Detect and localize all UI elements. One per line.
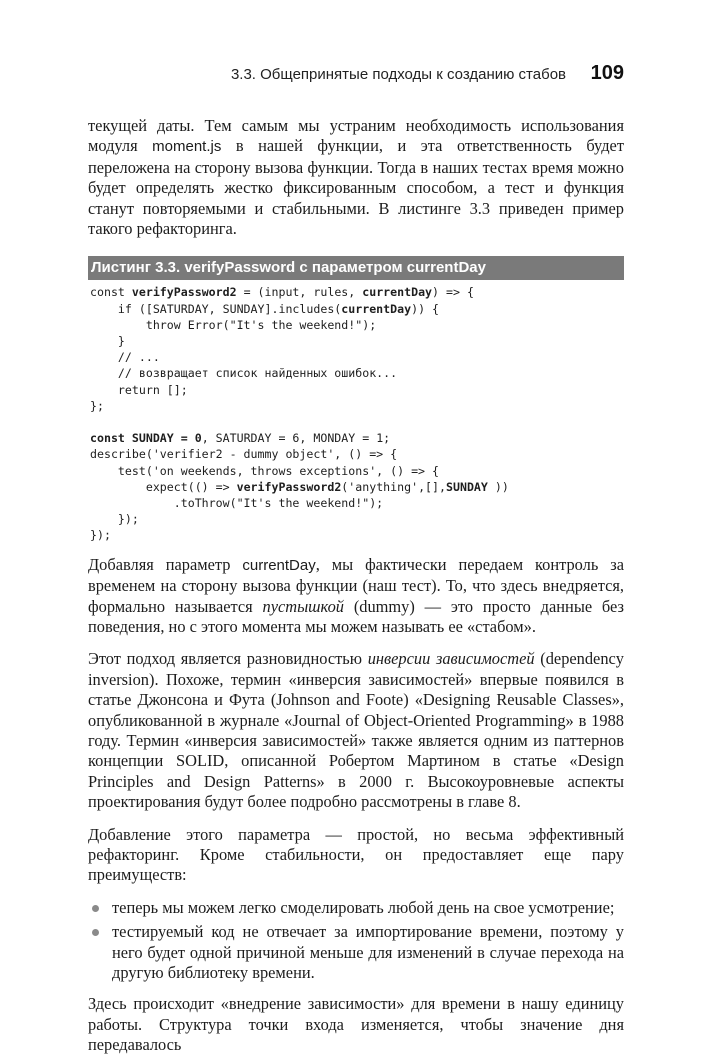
code-line: // ...: [90, 350, 160, 365]
paragraph-text: , мы фактически передаем контроль за временем на сторону вызова функции (наш тест). То, что здесь внедряется, формально называется: [88, 554, 624, 616]
code-line: });: [90, 528, 111, 543]
code-line: });: [90, 512, 139, 527]
code-token: if ([SATURDAY, SUNDAY].includes(: [90, 301, 342, 316]
bullet-icon: [92, 929, 99, 936]
code-token: )) {: [411, 301, 440, 316]
code-token-bold: const SUNDAY = 0: [90, 431, 202, 446]
paragraph-text: Добавляя параметр: [88, 554, 243, 574]
paragraph-3: [88, 649, 624, 812]
paragraph-5: Здесь происходит «внедрение зависимости» для времени в нашу единицу работы. Структура точки входа изменяется, чтобы значение дня передавалось: [88, 994, 624, 1055]
code-listing: [88, 256, 624, 543]
paragraph-4: Добавление этого параметра — простой, но весьма эффективный рефакторинг. Кроме стабильности, он предоставляет еще пару преимуществ:: [88, 824, 624, 885]
page-number: 109: [590, 62, 624, 84]
code-line: .toThrow("It's the weekend!");: [90, 496, 384, 511]
section-title: 3.3. Общепринятые подходы к созданию стабов: [230, 66, 566, 83]
emphasis-text: инверсии зависимостей: [367, 649, 535, 669]
list-item: [88, 898, 624, 918]
code-token-bold: currentDay: [362, 285, 433, 300]
list-item-text: теперь мы можем легко смоделировать любой день на свое усмотрение;: [112, 897, 615, 917]
code-token: , SATURDAY = 6, MONDAY = 1;: [201, 431, 391, 446]
code-token: )): [487, 479, 509, 494]
code-token-bold: verifyPassword2: [131, 285, 237, 300]
paragraph-1: [88, 116, 624, 239]
code-token-bold: currentDay: [341, 301, 412, 316]
code-line: test('on weekends, throws exceptions', () => {: [90, 463, 440, 478]
code-token: ) => {: [432, 285, 474, 300]
code-line: };: [90, 398, 104, 413]
code-token: const: [90, 285, 132, 300]
main-text: [88, 116, 624, 1056]
code-token-bold: SUNDAY: [446, 479, 488, 494]
paragraph-text: (dependency inversion). Похоже, термин «инверсия зависимостей» впервые появился в статье Джонсона и Фута (Johnson and Foote) «Designing Reusable Classes», опубликованной в журнале «Journal of Object-Oriented Programming» в 1988 году. Термин «инверсия зависимостей» также является одним из паттернов концепции SOLID, описанной Робертом Мартином в статье «Design Principles and Design Patterns» в 2000 г. Высокоуровневые аспекты проектирования будут более подробно рассмотрены в главе 8.: [88, 649, 625, 812]
list-item-text: тестируемый код не отвечает за импортирование времени, поэтому у него будет одной причиной меньше для изменений в случае перехода на другую библиотеку времени.: [112, 922, 624, 982]
inline-code: moment.js: [152, 138, 222, 156]
bullet-icon: [92, 905, 99, 912]
paragraph-text: (dummy) — это просто данные без поведения, но с этого момента мы можем называть ее «стабом».: [88, 596, 624, 636]
code-line: }: [90, 334, 125, 349]
code-block: [88, 280, 624, 543]
code-token: ('anything',[],: [341, 479, 446, 494]
inline-code: currentDay: [242, 556, 316, 574]
paragraph-2: [88, 555, 624, 638]
benefits-list: [88, 898, 624, 984]
paragraph-text: Этот подход является разновидностью: [88, 649, 368, 669]
paragraph-text: текущей даты. Тем самым мы устраним необходимость использования модуля: [88, 116, 624, 156]
code-line: throw Error("It's the weekend!");: [90, 317, 377, 332]
code-line: describe('verifier2 - dummy object', () => {: [90, 447, 398, 462]
paragraph-text: в нашей функции, и эта ответственность будет переложена на сторону вызова функции. Тогда в наших тестах время можно будет определять жестко фиксированным способом, а тест и функция станут повторяемыми и стабильными. В листинге 3.3 приведен пример такого рефакторинга.: [88, 136, 624, 239]
emphasis-text: пустышкой: [262, 596, 344, 616]
code-token: expect(() =>: [90, 479, 237, 494]
code-line: // возвращает список найденных ошибок...: [90, 366, 398, 381]
code-token-bold: verifyPassword2: [236, 479, 342, 494]
code-token: = (input, rules,: [236, 285, 363, 300]
running-header: [88, 62, 624, 86]
list-item: [88, 922, 624, 983]
listing-title: Листинг 3.3. verifyPassword с параметром currentDay: [88, 256, 624, 280]
code-line: return [];: [90, 382, 188, 397]
